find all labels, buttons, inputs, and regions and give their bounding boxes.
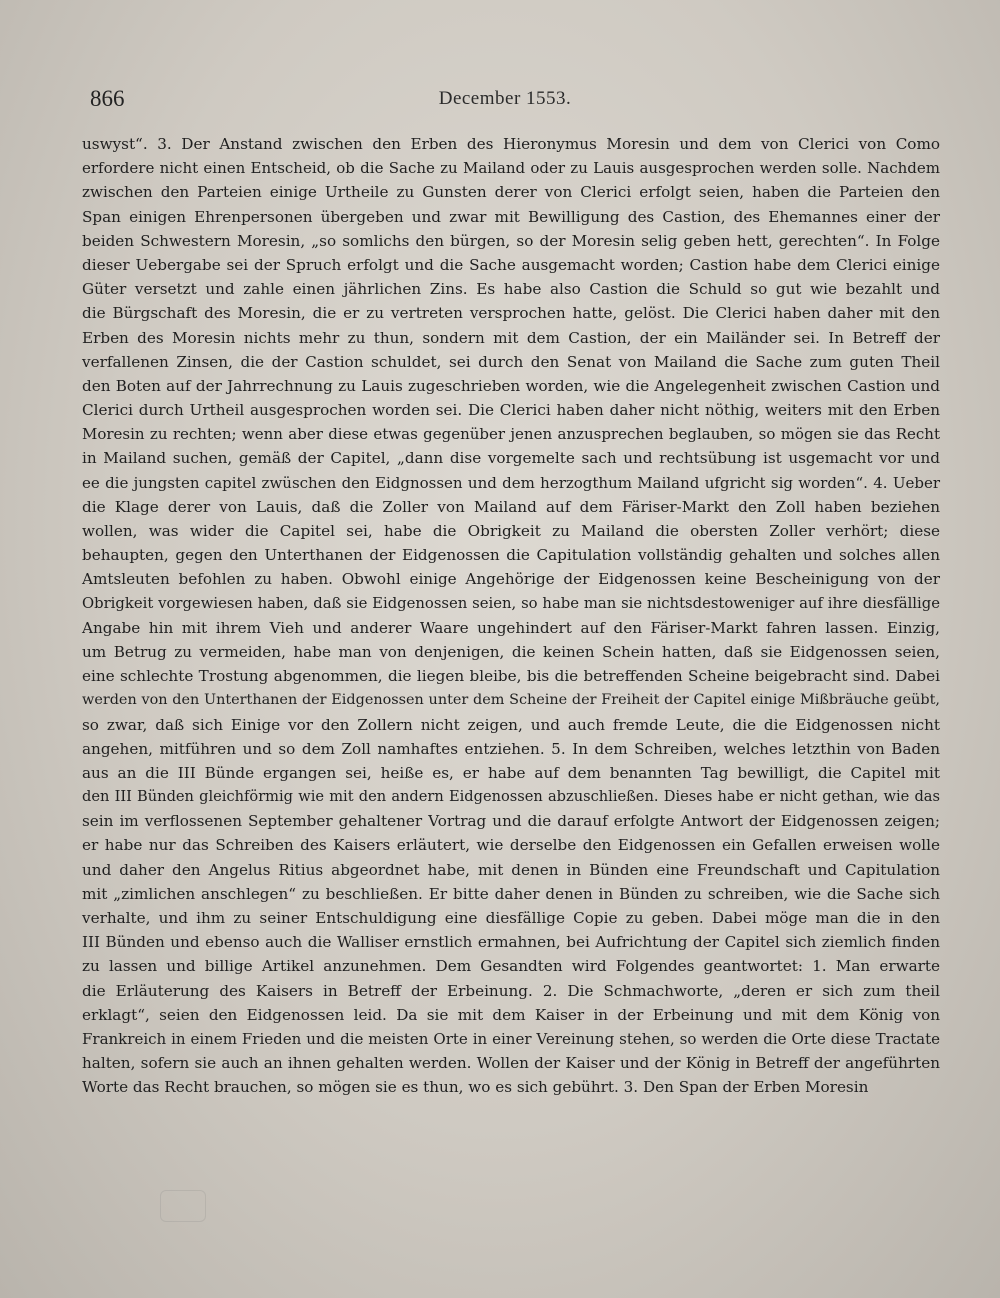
text-line: ee die jungsten capitel zwüschen den Eidgnossen und dem herzogthum Mailand ufgricht sig worden“. 4. Ueber bbox=[82, 473, 940, 492]
text-line: er habe nur das Schreiben des Kaisers erläutert, wie derselbe den Eidgenossen ein Gefallen erweisen wolle bbox=[82, 836, 940, 855]
text-line: zwischen den Parteien einige Urtheile zu Gunsten derer von Clerici erfolgt seien, haben die Parteien den bbox=[82, 183, 940, 202]
text-line: Güter versetzt und zahle einen jährlichen Zins. Es habe also Castion die Schuld so gut wie bezahlt und bbox=[82, 280, 940, 299]
text-line: halten, sofern sie auch an ihnen gehalten werden. Wollen der Kaiser und der König in Betreff der angeführten bbox=[82, 1054, 940, 1073]
text-line: Angabe hin mit ihrem Vieh und anderer Waare ungehindert auf den Färiser-Markt fahren lassen. Einzig, bbox=[82, 618, 940, 637]
text-line: werden von den Unterthanen der Eidgenossen unter dem Scheine der Freiheit der Capitel einige Mißbräuche geübt, bbox=[82, 692, 940, 709]
text-line: verfallenen Zinsen, die der Castion schuldet, sei durch den Senat von Mailand die Sache zum guten Theil bbox=[82, 352, 940, 371]
text-line: sein im verflossenen September gehaltener Vortrag und die darauf erfolgte Antwort der Eidgenossen zeigen; bbox=[82, 812, 940, 831]
text-line: Worte das Recht brauchen, so mögen sie es thun, wo es sich gebührt. 3. Den Span der Erben Moresin bbox=[82, 1078, 869, 1097]
text-line: behaupten, gegen den Unterthanen der Eidgenossen die Capitulation vollständig gehalten und solches allen bbox=[82, 546, 940, 565]
text-line: Frankreich in einem Frieden und die meisten Orte in einer Vereinung stehen, so werden die Orte diese Tractate bbox=[82, 1029, 940, 1048]
text-line: uswyst“. 3. Der Anstand zwischen den Erben des Hieronymus Moresin und dem von Clerici von Como bbox=[82, 135, 940, 153]
text-line: angehen, mitführen und so dem Zoll namhaftes entziehen. 5. In dem Schreiben, welches letzthin von Baden bbox=[82, 739, 940, 758]
faint-library-stamp bbox=[160, 1190, 206, 1222]
text-line: den Boten auf der Jahrrechnung zu Lauis zugeschrieben worden, wie die Angelegenheit zwischen Castion und bbox=[82, 376, 940, 395]
text-line: erklagt“, seien den Eidgenossen leid. Da sie mit dem Kaiser in der Erbeinung und mit dem König von bbox=[82, 1005, 940, 1024]
text-line: um Betrug zu vermeiden, habe man von denjenigen, die keinen Schein hatten, daß sie Eidgenossen seien, bbox=[82, 642, 940, 661]
text-line: Obrigkeit vorgewiesen haben, daß sie Eidgenossen seien, so habe man sie nichtsdestoweniger auf ihre diesfällige bbox=[82, 594, 940, 612]
text-line: erfordere nicht einen Entscheid, ob die Sache zu Mailand oder zu Lauis ausgesprochen werden solle. Nachdem bbox=[82, 159, 940, 178]
page-number: 866 bbox=[90, 86, 125, 111]
text-line: in Mailand suchen, gemäß der Capitel, „dann dise vorgemelte sach und rechtsübung ist usgemacht vor und bbox=[82, 449, 940, 468]
text-line: Erben des Moresin nichts mehr zu thun, sondern mit dem Castion, der ein Mailänder sei. In Betreff der bbox=[82, 328, 940, 347]
text-line: so zwar, daß sich Einige vor den Zollern nicht zeigen, und auch fremde Leute, die die Eidgenossen nicht bbox=[82, 715, 940, 734]
body-text bbox=[82, 132, 940, 1100]
text-line: die Bürgschaft des Moresin, die er zu vertreten versprochen hatte, gelöst. Die Clerici haben daher mit den bbox=[82, 304, 940, 323]
text-line: zu lassen und billige Artikel anzunehmen. Dem Gesandten wird Folgendes geantwortet: 1. Man erwarte bbox=[82, 957, 940, 976]
text-line: Moresin zu rechten; wenn aber diese etwas gegenüber jenen anzusprechen beglauben, so mögen sie das Recht bbox=[82, 425, 940, 444]
text-line: Clerici durch Urtheil ausgesprochen worden sei. Die Clerici haben daher nicht nöthig, weiters mit den Erben bbox=[82, 401, 940, 420]
text-line: wollen, was wider die Capitel sei, habe die Obrigkeit zu Mailand die obersten Zoller verhört; diese bbox=[82, 522, 940, 540]
text-line: und daher den Angelus Ritius abgeordnet habe, mit denen in Bünden eine Freundschaft und Capitulation bbox=[82, 860, 940, 879]
text-line: III Bünden und ebenso auch die Walliser ernstlich ermahnen, bei Aufrichtung der Capitel sich ziemlich finden bbox=[82, 933, 940, 952]
page-header bbox=[90, 86, 920, 116]
running-head: December 1553. bbox=[438, 88, 572, 109]
text-line: die Klage derer von Lauis, daß die Zoller von Mailand auf dem Färiser-Markt den Zoll haben beziehen bbox=[82, 497, 940, 516]
text-line: aus an die III Bünde ergangen sei, heiße es, er habe auf dem benannten Tag bewilligt, die Capitel mit bbox=[82, 763, 940, 782]
text-line: den III Bünden gleichförmig wie mit den andern Eidgenossen abzuschließen. Dieses habe er nicht gethan, wie das bbox=[82, 788, 940, 806]
text-line: beiden Schwestern Moresin, „so somlichs den bürgen, so der Moresin selig geben hett, gerechten“. In Folge bbox=[82, 231, 940, 250]
text-line: verhalte, und ihm zu seiner Entschuldigung eine diesfällige Copie zu geben. Dabei möge man die in den bbox=[82, 909, 940, 927]
text-line: Span einigen Ehrenpersonen übergeben und zwar mit Bewilligung des Castion, des Ehemannes einer der bbox=[82, 207, 940, 226]
text-line: mit „zimlichen anschlegen“ zu beschließen. Er bitte daher denen in Bünden zu schreiben, wie die Sache sich bbox=[82, 884, 940, 903]
text-line: eine schlechte Trostung abgenommen, die liegen bleibe, bis die betreffenden Scheine beigebracht sind. Dabei bbox=[82, 667, 940, 686]
text-line: Amtsleuten befohlen zu haben. Obwohl einige Angehörige der Eidgenossen keine Bescheinigung von der bbox=[82, 570, 940, 589]
text-line: dieser Uebergabe sei der Spruch erfolgt und die Sache ausgemacht worden; Castion habe dem Clerici einige bbox=[82, 255, 940, 274]
text-line: die Erläuterung des Kaisers in Betreff der Erbeinung. 2. Die Schmachworte, „deren er sich zum theil bbox=[82, 981, 940, 1000]
